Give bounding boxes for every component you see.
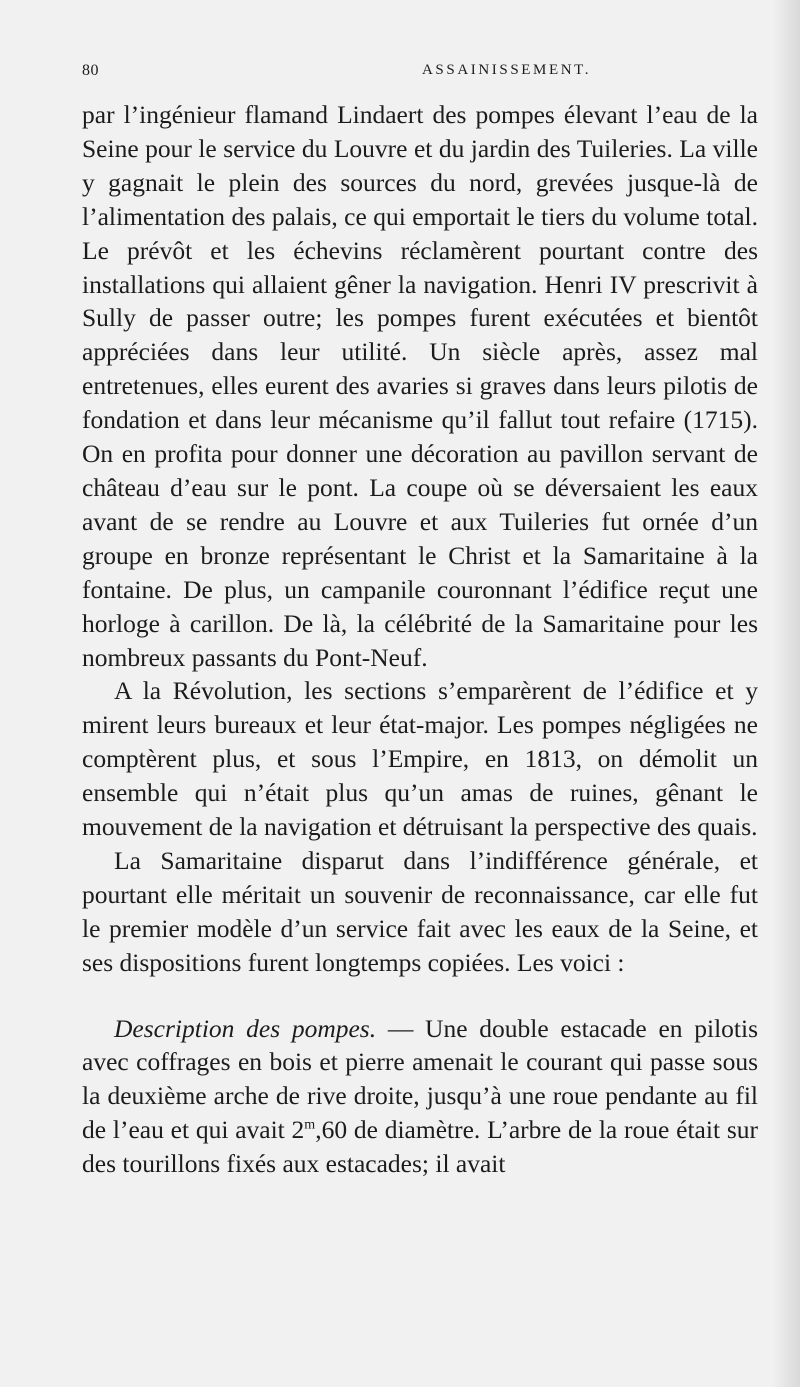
running-head: ASSAINISSEMENT. bbox=[422, 62, 592, 78]
paragraph-continuation: par l’ingénieur flamand Lindaert des pompes élevant l’eau de la Seine pour le service du Louvre et du jardin des Tuileries. La ville y gagnait le plein des sources du nord, grevées jusque-là de l’alimentation des palais, ce qui emportait le tiers du volume total. Le prévôt et les échevins réclamèrent pourtant contre des installations qui allaient gêner la navigation. Henri IV prescrivit à Sully de passer outre; les pompes furent exécutées et bientôt appréciées dans leur utilité. Un siècle après, assez mal entretenues, elles eurent des avaries si graves dans leurs pilotis de fondation et dans leur mécanisme qu’il fallut tout refaire (1715). On en profita pour donner une décoration au pavillon servant de château d’eau sur le pont. La coupe où se déversaient les eaux avant de se rendre au Louvre et aux Tuileries fut ornée d’un groupe en bronze représentant le Christ et la Samaritaine à la fontaine. De plus, un campanile couronnant l’édifice reçut une horloge à carillon. De là, la célébrité de la Samaritaine pour les nombreux passants du Pont-Neuf. bbox=[82, 100, 758, 672]
page-number: 80 bbox=[82, 62, 99, 79]
section-text-end: ,60 de diamètre. L’arbre de la roue était sur des tourillons fixés aux estacades; il avait bbox=[82, 1115, 758, 1179]
page-header bbox=[82, 62, 762, 86]
section-text-start: — Une double estacade en pilotis avec coffrages en bois et pierre amenait le courant qui passe sous la deuxième arche de rive droite, jusqu’à une roue pendante au fil de l’eau et qui avait 2 bbox=[82, 1013, 758, 1145]
unit-superscript: m bbox=[304, 1117, 316, 1133]
page-body bbox=[82, 98, 758, 1181]
paragraph-revolution: A la Révolution, les sections s’emparèrent de l’édifice et y mirent leurs bureaux et leur état-major. Les pompes négligées ne comptèrent plus, et sous l’Empire, en 1813, on démolit un ensemble qui n’était plus qu’un amas de ruines, gênant le mouvement de la navigation et détruisant la perspective des quais. bbox=[82, 676, 758, 842]
paragraph-samaritaine: La Samaritaine disparut dans l’indifférence générale, et pourtant elle méritait un souvenir de reconnaissance, car elle fut le premier modèle d’un service fait avec les eaux de la Seine, et ses dispositions furent longtemps copiées. Les voici : bbox=[82, 845, 758, 977]
page-edge-shadow bbox=[772, 0, 800, 1387]
section-heading: Description des pompes. bbox=[114, 1013, 377, 1043]
paragraph-description bbox=[82, 1012, 758, 1182]
